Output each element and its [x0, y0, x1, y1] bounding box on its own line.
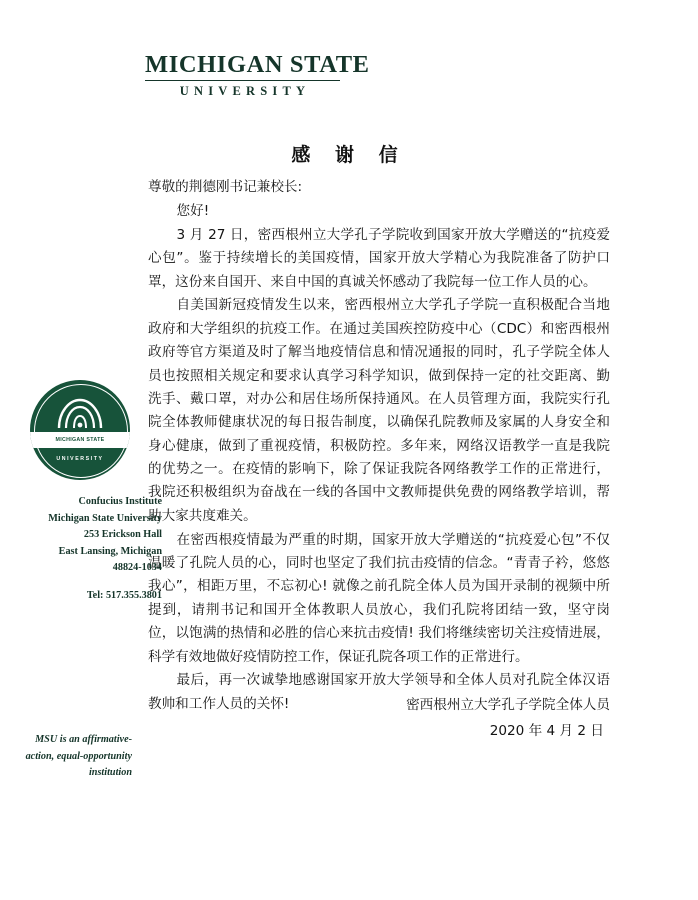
address-block	[0, 494, 162, 604]
letter-body	[148, 176, 610, 717]
footnote-line-1: MSU is an affirmative-	[35, 734, 132, 745]
address-telephone: Tel: 517.355.3801	[86, 589, 162, 601]
paragraph-1: 3 月 27 日，密西根州立大学孔子学院收到国家开放大学赠送的“抗疫爱心包”。鉴于持续增长的美国疫情，国家开放大学精心为我院准备了防护口罩，这份来自国开、来自中国的真诚关怀感动了我院每一位工作人员的心。	[148, 226, 610, 290]
confucius-institute-seal	[30, 380, 132, 482]
seal-band-text: MICHIGAN STATE	[55, 437, 105, 443]
hand-torch-icon	[53, 394, 107, 432]
footnote-block	[0, 732, 132, 782]
letterhead	[145, 51, 370, 99]
greeting: 您好!	[176, 202, 210, 219]
signature-organization: 密西根州立大学孔子学院全体人员	[406, 697, 610, 713]
signature-date: 2020 年 4 月 2 日	[489, 722, 604, 739]
address-line-1: Confucius Institute	[78, 496, 162, 507]
page-title: 感 谢 信	[291, 144, 407, 166]
paragraph-2: 自美国新冠疫情发生以来，密西根州立大学孔子学院一直积极配合当地政府和大学组织的抗疫工作。在通过美国疾控防疫中心（CDC）和密西根州政府等官方渠道及时了解当地疫情信息和情况通报的同时，孔子学院全体人员也按照相关规定和要求认真学习科学知识，做到保持一定的社交距离、勤洗手、戴口罩，对办公和居住场所保持通风。在人员管理方面，我院实行孔院全体教师健康状况的每日报告制度，以确保孔院教师及家属的人身安全和身心健康，做到了重视疫情，积极防控。多年来，网络汉语教学一直是我院的优势之一。在疫情的影响下，除了保证我院各网络教学工作的正常进行，我院还积极组织为奋战在一线的各国中文教师提供免费的网络教学培训，帮助大家共度难关。	[148, 297, 610, 524]
letterhead-main-text: MICHIGAN STATE	[145, 51, 370, 78]
letterhead-divider	[145, 80, 340, 81]
address-line-4: East Lansing, Michigan	[58, 545, 162, 557]
address-line-5: 48824-1034	[112, 562, 162, 574]
paragraph-4: 最后，再一次诚挚地感谢国家开放大学领导和全体人员对孔院全体汉语教帅和工作人员的关怀!	[148, 672, 610, 712]
letterhead-sub-text: UNIVERSITY	[179, 83, 311, 98]
salutation: 尊敬的荆德刚书记兼校长:	[148, 179, 303, 195]
footnote-line-2: action, equal-opportunity	[25, 750, 132, 762]
address-line-3: 253 Erickson Hall	[83, 529, 162, 541]
paragraph-3: 在密西根疫情最为严重的时期，国家开放大学赠送的“抗疫爱心包”不仅温暖了孔院人员的心，同时也坚定了我们抗击疫情的信念。“青青子衿，悠悠我心”，相距万里，不忘初心! 就像之前孔院全体人员为国开录制的视频中所提到，请荆书记和国开全体教职人员放心，我们孔院将团结一致，坚守岗位，以饱满的热情和必胜的信心来抗击疫情! 我们将继续密切关注疫情进展，科学有效地做好疫情防控工作，保证孔院各项工作的正常进行。	[148, 531, 610, 665]
footnote-line-3: institution	[88, 767, 132, 779]
seal-band-text-2: UNIVERSITY	[56, 456, 104, 462]
signature-block	[148, 693, 610, 745]
seal-circle	[30, 380, 130, 480]
address-line-2: Michigan State University	[48, 512, 162, 524]
